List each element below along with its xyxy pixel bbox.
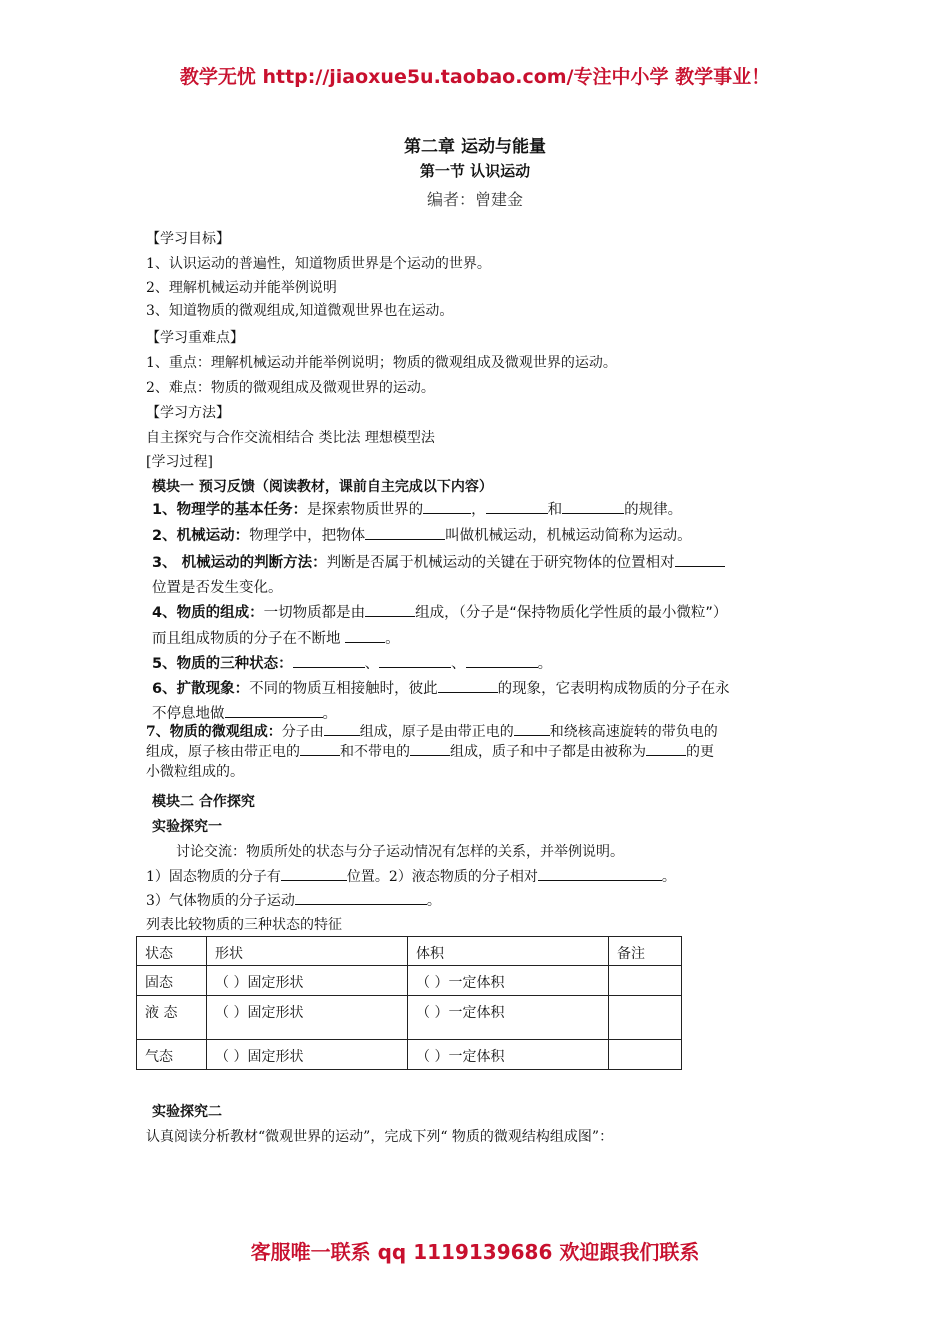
states-comparison-table xyxy=(136,936,682,1070)
table-cell[interactable]: （ ）一定体积 xyxy=(408,996,609,1040)
answer-blank[interactable] xyxy=(365,602,415,617)
question-7-cont: 组成，原子核由带正电的 和不带电的 组成，质子和中子都是由被称为 的更 xyxy=(146,741,714,761)
table-header-cell: 备注 xyxy=(609,937,682,966)
answer-blank[interactable] xyxy=(562,499,624,514)
answer-blank[interactable] xyxy=(295,890,427,905)
methods-text: 自主探究与合作交流相结合 类比法 理想模型法 xyxy=(146,430,435,446)
keypoints-heading: 【学习重难点】 xyxy=(146,330,244,346)
answer-blank[interactable] xyxy=(345,628,385,643)
question-3: 3、 机械运动的判断方法：判断是否属于机械运动的关键在于研究物体的位置相对 xyxy=(152,551,725,572)
module2-title: 模块二 合作探究 xyxy=(152,794,255,810)
table-caption: 列表比较物质的三种状态的特征 xyxy=(146,917,342,933)
answer-blank[interactable] xyxy=(225,703,323,718)
process-heading: [学习过程] xyxy=(146,454,213,470)
answer-blank[interactable] xyxy=(646,741,686,756)
answer-blank[interactable] xyxy=(514,721,550,736)
question-1: 1、物理学的基本任务：是探索物质世界的 ， 和 的规律。 xyxy=(152,498,682,519)
answer-blank[interactable] xyxy=(300,741,340,756)
table-cell[interactable] xyxy=(609,966,682,996)
question-4: 4、物质的组成：一切物质都是由 组成，（分子是“保持物质化学性质的最小微粒”） xyxy=(152,601,727,622)
experiment-2-text: 认真阅读分析教材“微观世界的运动”，完成下列“ 物质的微观结构组成图”： xyxy=(146,1129,614,1145)
answer-blank[interactable] xyxy=(410,741,450,756)
table-cell[interactable]: （ ）固定形状 xyxy=(207,966,408,996)
answer-blank[interactable] xyxy=(379,653,451,668)
answer-blank[interactable] xyxy=(293,653,365,668)
discussion-text: 讨论交流：物质所处的状态与分子运动情况有怎样的关系，并举例说明。 xyxy=(176,844,624,860)
question-6: 6、扩散现象：不同的物质互相接触时，彼此 的现象，它表明构成物质的分子在永 xyxy=(152,677,730,698)
table-header-cell: 体积 xyxy=(408,937,609,966)
keypoint-item: 1、重点：理解机械运动并能举例说明；物质的微观组成及微观世界的运动。 xyxy=(146,355,617,371)
table-header-cell: 状态 xyxy=(137,937,207,966)
table-cell[interactable] xyxy=(609,1040,682,1070)
table-cell[interactable] xyxy=(609,996,682,1040)
table-row xyxy=(137,1040,682,1070)
experiment-2-title: 实验探究二 xyxy=(152,1104,222,1120)
table-cell[interactable]: （ ）固定形状 xyxy=(207,996,408,1040)
answer-blank[interactable] xyxy=(466,653,538,668)
experiment-1-title: 实验探究一 xyxy=(152,819,222,835)
answer-blank[interactable] xyxy=(281,866,347,881)
gas-question: 3）气体物质的分子运动 。 xyxy=(146,890,441,910)
question-7: 7、物质的微观组成：分子由 组成，原子是由带正电的 和绕核高速旋转的带负电的 xyxy=(146,721,718,741)
answer-blank[interactable] xyxy=(438,678,498,693)
goal-item: 2、理解机械运动并能举例说明 xyxy=(146,280,337,296)
question-6-cont: 不停息地做 。 xyxy=(152,702,337,723)
question-7-end: 小微粒组成的。 xyxy=(146,764,244,780)
footer-contact: 客服唯一联系 qq 1119139686 欢迎跟我们联系 xyxy=(250,1240,700,1264)
section-title: 第一节 认识运动 xyxy=(419,162,531,180)
keypoint-item: 2、难点：物质的微观组成及微观世界的运动。 xyxy=(146,380,435,396)
table-cell: 液 态 xyxy=(137,996,207,1040)
answer-blank[interactable] xyxy=(486,499,548,514)
answer-blank[interactable] xyxy=(423,499,471,514)
goals-heading: 【学习目标】 xyxy=(146,231,230,247)
states-question: 1）固态物质的分子有 位置。2）液态物质的分子相对 。 xyxy=(146,866,676,886)
question-3-cont: 位置是否发生变化。 xyxy=(152,580,283,596)
module1-title: 模块一 预习反馈（阅读教材，课前自主完成以下内容） xyxy=(152,479,493,495)
question-2: 2、机械运动：物理学中，把物体 叫做机械运动，机械运动简称为运动。 xyxy=(152,524,692,545)
answer-blank[interactable] xyxy=(365,525,445,540)
table-cell: 固态 xyxy=(137,966,207,996)
chapter-title: 第二章 运动与能量 xyxy=(404,137,546,157)
table-header-row xyxy=(137,937,682,966)
q1-label: 1、物理学的基本任务： xyxy=(152,502,308,518)
table-row xyxy=(137,996,682,1040)
table-cell[interactable]: （ ）固定形状 xyxy=(207,1040,408,1070)
table-cell[interactable]: （ ）一定体积 xyxy=(408,1040,609,1070)
question-4-cont: 而且组成物质的分子在不断地 。 xyxy=(152,627,400,648)
methods-heading: 【学习方法】 xyxy=(146,405,230,421)
goal-item: 1、认识运动的普遍性，知道物质世界是个运动的世界。 xyxy=(146,256,491,272)
table-cell[interactable]: （ ）一定体积 xyxy=(408,966,609,996)
table-header-cell: 形状 xyxy=(207,937,408,966)
table-row xyxy=(137,966,682,996)
header-banner: 教学无忧 http://jiaoxue5u.taobao.com/专注中小学 教学事业！ xyxy=(179,66,771,88)
question-5: 5、物质的三种状态： 、 、 。 xyxy=(152,652,552,673)
table-cell: 气态 xyxy=(137,1040,207,1070)
answer-blank[interactable] xyxy=(324,721,360,736)
author-line: 编者：曾建金 xyxy=(426,190,523,209)
goal-item: 3、知道物质的微观组成,知道微观世界也在运动。 xyxy=(146,303,454,319)
answer-blank[interactable] xyxy=(538,866,662,881)
answer-blank[interactable] xyxy=(675,552,725,567)
